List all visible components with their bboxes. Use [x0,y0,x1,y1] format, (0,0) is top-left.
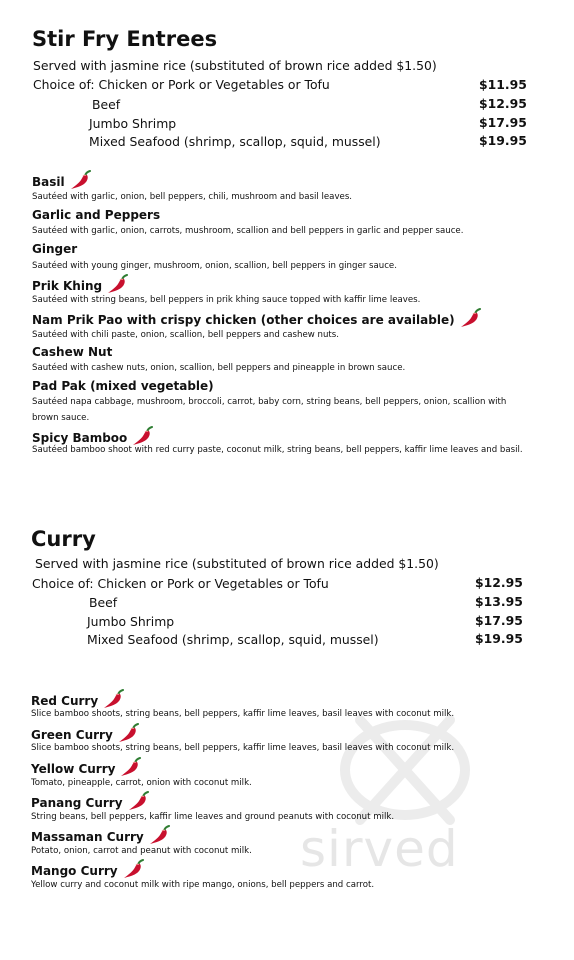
dish-description: Tomato, pineapple, carrot, onion with coconut milk. [31,778,252,788]
dish-name: Yellow Curry [31,757,142,780]
dish-name: Garlic and Peppers [32,208,161,222]
dish-name: Green Curry [31,723,140,746]
chili-pepper-icon [68,170,92,190]
curry-option-price: $19.95 [475,631,523,646]
chili-pepper-icon [118,757,142,777]
chili-pepper-icon [126,791,150,811]
chili-pepper-icon [121,859,145,879]
dish-description: Potato, onion, carrot and peanut with coconut milk. [31,846,252,856]
dish-name: Massaman Curry [31,825,171,848]
chili-pepper-icon [458,308,482,328]
curry-option-label: Jumbo Shrimp [87,614,175,629]
dish-name: Red Curry [31,689,125,712]
stir-fry-served-with: Served with jasmine rice (substituted of brown rice added $1.50) [33,58,437,73]
dish-description: Sautéed with string beans, bell peppers in prik khing sauce topped with kaffir lime leaves. [32,295,421,305]
curry-option-label: Mixed Seafood (shrimp, scallop, squid, mussel) [87,632,379,647]
curry-option-price: $12.95 [475,575,523,590]
dish-description: Sautéed with chili paste, onion, scallion, bell peppers and cashew nuts. [32,330,339,340]
dish-description: Yellow curry and coconut milk with ripe mango, onions, bell peppers and carrot. [31,880,375,890]
dish-name: Panang Curry [31,791,150,814]
dish-description: Sautéed with cashew nuts, onion, scallion, bell peppers and pineapple in brown sauce. [32,363,406,373]
stir-fry-option-label: Jumbo Shrimp [89,116,177,131]
dish-name: Mango Curry [31,859,145,882]
chili-pepper-icon [105,274,129,294]
dish-description: Sautéed with garlic, onion, bell peppers, chili, mushroom and basil leaves. [32,192,353,202]
dish-name: Basil [32,170,92,193]
curry-option-label: Beef [89,595,118,610]
curry-option-label: Choice of: Chicken or Pork or Vegetables or Tofu [32,576,329,591]
stir-fry-option-price: $17.95 [479,115,527,130]
dish-description: Sautéed with garlic, onion, carrots, mushroom, scallion and bell peppers in garlic and pepper sauce. [32,226,464,236]
stir-fry-option-label: Beef [92,97,121,112]
curry-option-price: $17.95 [475,613,523,628]
stir-fry-option-price: $19.95 [479,133,527,148]
stir-fry-option-label: Mixed Seafood (shrimp, scallop, squid, mussel) [89,134,381,149]
dish-description: Sautéed bamboo shoot with red curry paste, coconut milk, string beans, bell peppers, kaffir lime leaves and basil. [32,445,523,455]
stir-fry-option-price: $12.95 [479,96,527,111]
dish-description: Slice bamboo shoots, string beans, bell peppers, kaffir lime leaves, basil leaves with coconut milk. [31,709,455,719]
dish-name: Pad Pak (mixed vegetable) [32,379,214,393]
dish-name: Ginger [32,242,78,256]
stir-fry-title: Stir Fry Entrees [32,27,218,51]
dish-name: Spicy Bamboo [32,426,154,449]
stir-fry-option-price: $11.95 [479,77,527,92]
curry-title: Curry [31,527,96,551]
chili-pepper-icon [147,825,171,845]
curry-option-price: $13.95 [475,594,523,609]
dish-description: String beans, bell peppers, kaffir lime leaves and ground peanuts with coconut milk. [31,812,395,822]
dish-name: Nam Prik Pao with crispy chicken (other choices are available) [32,308,482,331]
stir-fry-option-label: Choice of: Chicken or Pork or Vegetables or Tofu [33,77,330,92]
dish-description: Sautéed napa cabbage, mushroom, broccoli, carrot, baby corn, string beans, bell peppers, onion, scallion with brown sauce. [32,397,507,423]
curry-served-with: Served with jasmine rice (substituted of brown rice added $1.50) [35,556,439,571]
dish-name: Prik Khing [32,274,129,297]
dish-description: Sautéed with young ginger, mushroom, onion, scallion, bell peppers in ginger sauce. [32,261,397,271]
dish-description: Slice bamboo shoots, string beans, bell peppers, kaffir lime leaves, basil leaves with coconut milk. [31,743,455,753]
dish-name: Cashew Nut [32,345,113,359]
watermark-text: sirved [300,820,459,878]
